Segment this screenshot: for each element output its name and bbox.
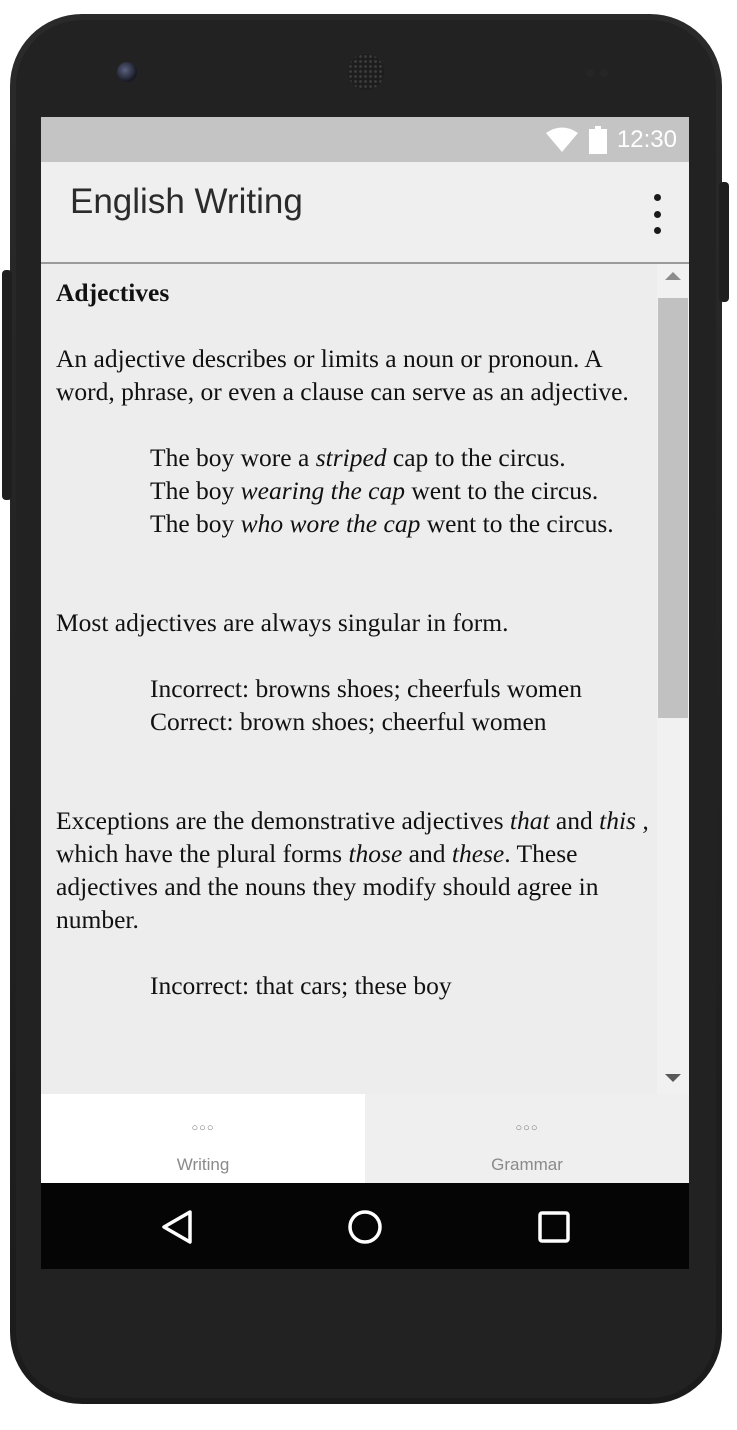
tab-label: Grammar [491,1155,563,1174]
bottom-tab-bar [41,1094,689,1183]
scrollbar[interactable] [657,264,689,1094]
system-nav-bar [41,1183,689,1269]
volume-button [2,270,12,500]
status-bar [41,117,689,162]
intro-paragraph: An adjective describes or limits a noun or pronoun. A word, phrase, or even a clause can serve as an adjective. [56,344,629,406]
wifi-icon [545,127,579,153]
article-heading: Adjectives [56,278,170,307]
home-icon[interactable] [345,1207,385,1247]
proximity-sensor [586,64,616,74]
front-camera [117,62,137,82]
app-bar [41,162,689,262]
status-time: 12:30 [616,126,677,153]
exceptions-paragraph: Exceptions are the demonstrative adjectives that and this , which have the plural forms those and these. These adjectives and the nouns they modify should agree in number. [56,806,649,934]
incorrect-example: Incorrect: browns shoes; cheerfuls women [150,674,582,703]
example-sentence: The boy wearing the cap went to the circus. [150,476,599,505]
overflow-menu-icon[interactable] [645,194,669,234]
example-sentence: The boy wore a striped cap to the circus. [150,443,566,472]
scroll-thumb[interactable] [658,298,688,718]
singular-rule: Most adjectives are always singular in form. [56,608,509,637]
article-scroll-area[interactable] [41,264,689,1094]
example-sentence: The boy who wore the cap went to the circus. [150,509,614,538]
battery-icon [589,126,607,154]
correct-example: Correct: brown shoes; cheerful women [150,707,547,736]
scroll-down-arrow-icon[interactable] [665,1074,681,1082]
article-content [56,264,656,1002]
power-button [719,182,729,302]
incorrect-example: Incorrect: that cars; these boy [150,971,452,1000]
device-screen [41,117,689,1269]
app-title: English Writing [70,182,303,221]
recents-icon[interactable] [534,1207,574,1247]
back-icon[interactable] [157,1207,197,1247]
tab-label: Writing [176,1155,230,1174]
more-dots-icon: ○○○ [515,1122,539,1134]
tab-grammar[interactable] [365,1094,689,1183]
more-dots-icon: ○○○ [191,1122,215,1134]
earpiece-speaker [348,54,384,90]
tab-writing[interactable] [41,1094,365,1183]
scroll-up-arrow-icon[interactable] [665,272,681,280]
